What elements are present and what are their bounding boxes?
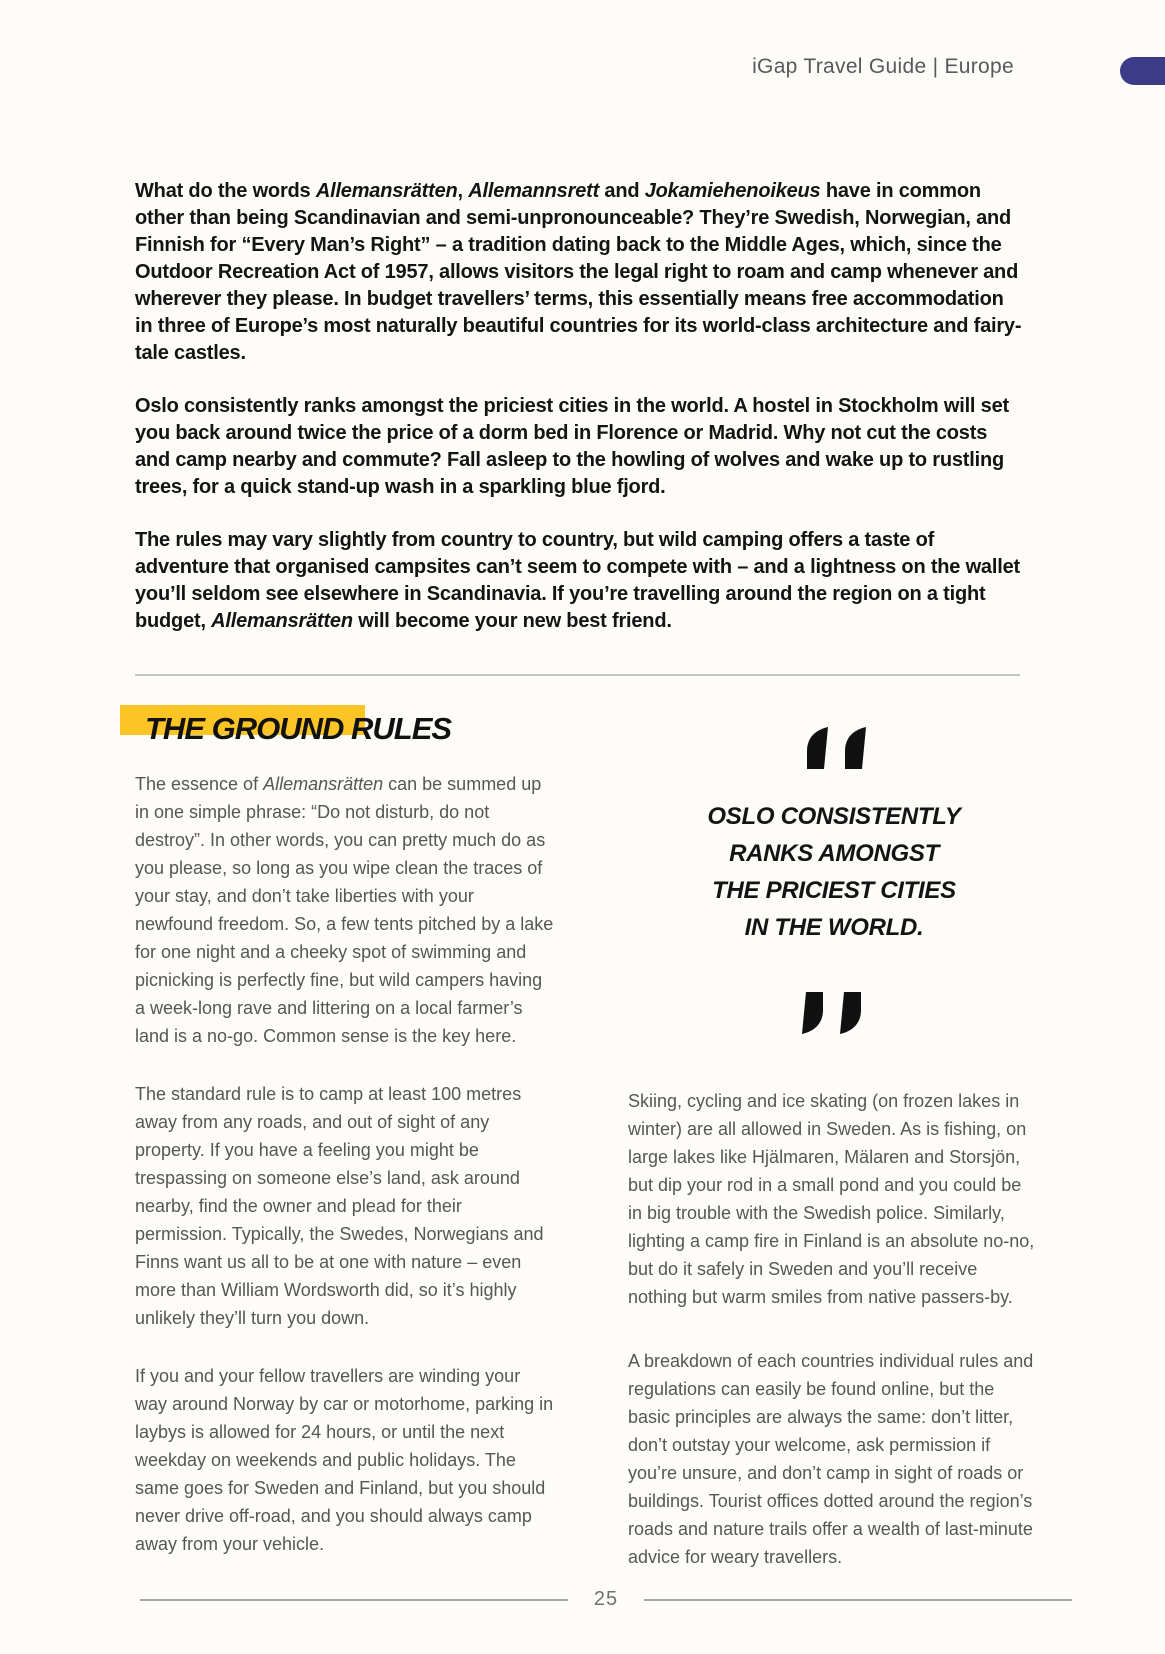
- pull-quote: [628, 798, 1040, 946]
- right-column: [628, 715, 1040, 1601]
- page-footer: [140, 1588, 1072, 1611]
- ground-rules-heading-block: [135, 705, 555, 770]
- body-paragraph: If you and your fellow travellers are winding your way around Norway by car or motorhome, parking in laybys is allowed for 24 hours, or until the next weekday on weekends and public holidays. The same goes for Sweden and Finland, but you should never drive off-road, and you should always camp away from your vehicle.: [135, 1366, 554, 1554]
- intro-paragraph-2: Oslo consistently ranks amongst the priciest cities in the world. A hostel in Stockholm will set you back around twice the price of a dorm bed in Florence or Madrid. Why not cut the costs and camp nearby and commute? Fall asleep to the howling of wolves and wake up to rustling trees, for a quick stand-up wash in a sparkling blue fjord.: [135, 395, 1009, 498]
- intro-section: [135, 178, 1023, 661]
- open-quote-icon: [799, 727, 869, 769]
- intro-p1-run: have in common other than being Scandinavian and semi-unpronounceable? They’re Swedish, Norwegian, and Finnish for “Every Man’s Right” – a tradition dating back to the Middle Ages, which, since the Outdoor Recreation Act of 1957, allows visitors the legal right to roam and camp whenever and wherever they please. In budget travellers’ terms, this essentially means free accommodation in three of Europe’s most naturally beautiful countries for its world-class architecture and fairy-tale castles.: [135, 180, 1022, 364]
- footer-rule-right: [644, 1599, 1072, 1601]
- left-column: [135, 705, 555, 1588]
- right-column-body: [628, 1087, 1040, 1571]
- page-number: 25: [593, 1588, 619, 1610]
- header-accent-pill: [1120, 57, 1165, 85]
- intro-paragraph-1: [135, 178, 1023, 367]
- pull-quote-line: IN THE WORLD.: [744, 914, 924, 941]
- body-paragraph: Skiing, cycling and ice skating (on frozen lakes in winter) are all allowed in Sweden. As is fishing, on large lakes like Hjälmaren, Mälaren and Storsjön, but dip your rod in a small pond and you could be in big trouble with the Swedish police. Similarly, lighting a camp fire in Finland is an absolute no-no, but do it safely in Sweden and you’ll receive nothing but warm smiles from native passers-by.: [628, 1091, 1035, 1307]
- intro-p3-run-italic: Allemansrätten: [211, 610, 353, 632]
- body-paragraph: [135, 770, 555, 1050]
- footer-rule-left: [140, 1599, 568, 1601]
- left-column-body: [135, 770, 555, 1558]
- pull-quote-line: OSLO CONSISTENTLY: [707, 803, 961, 830]
- pull-quote-block: [628, 715, 1040, 1039]
- intro-paragraph-3: [135, 527, 1023, 635]
- left-p1-run-italic: Allemansrätten: [263, 774, 384, 794]
- body-paragraph: A breakdown of each countries individual rules and regulations can easily be found online, but the basic principles are always the same: don’t litter, don’t outstay your welcome, ask permission if you’re unsure, and don’t camp in sight of roads or buildings. Tourist offices dotted around the region’s roads and nature trails offer a wealth of last-minute advice for weary travellers.: [628, 1351, 1034, 1567]
- close-quote-icon: [799, 992, 869, 1034]
- page-header-title: iGap Travel Guide | Europe: [752, 55, 1014, 78]
- intro-p1-run: What do the words: [135, 180, 316, 202]
- intro-p3-run: The rules may vary slightly from country to country, but wild camping offers a taste of adventure that organised campsites can’t seem to compete with – and a lightness on the wallet you’ll seldom see elsewhere in Scandinavia. If you’re travelling around the region on a tight budget,: [135, 529, 1020, 632]
- intro-p3-run: will become your new best friend.: [352, 610, 672, 632]
- intro-p1-run: and: [599, 180, 645, 202]
- pull-quote-line: THE PRICIEST CITIES: [712, 877, 956, 904]
- left-p1-run: can be summed up in one simple phrase: “Do not disturb, do not destroy”. In other words, you can pretty much do as you please, so long as you wipe clean the traces of your stay, and don’t take liberties with your newfound freedom. So, a few tents pitched by a lake for one night and a cheeky spot of swimming and picnicking is perfectly fine, but wild campers having a week-long rave and littering on a local farmer’s land is a no-go. Common sense is the key here.: [135, 774, 554, 1046]
- ground-rules-heading: THE GROUND RULES: [145, 711, 452, 746]
- intro-p1-run: ,: [457, 180, 469, 202]
- intro-p1-run-italic: Jokamiehenoikeus: [644, 180, 821, 202]
- body-paragraph: The standard rule is to camp at least 100 metres away from any roads, and out of sight of any property. If you have a feeling you might be trespassing on someone else’s land, ask around nearby, find the owner and plead for their permission. Typically, the Swedes, Norwegians and Finns want us all to be at one with nature – even more than William Wordsworth did, so it’s highly unlikely they’ll turn you down.: [135, 1084, 544, 1328]
- pull-quote-line: RANKS AMONGST: [729, 840, 939, 867]
- intro-p1-run-italic: Allemansrätten: [315, 180, 458, 202]
- section-divider: [135, 674, 1020, 676]
- left-p1-run: The essence of: [135, 774, 264, 794]
- intro-p1-run-italic: Allemannsrett: [468, 180, 600, 202]
